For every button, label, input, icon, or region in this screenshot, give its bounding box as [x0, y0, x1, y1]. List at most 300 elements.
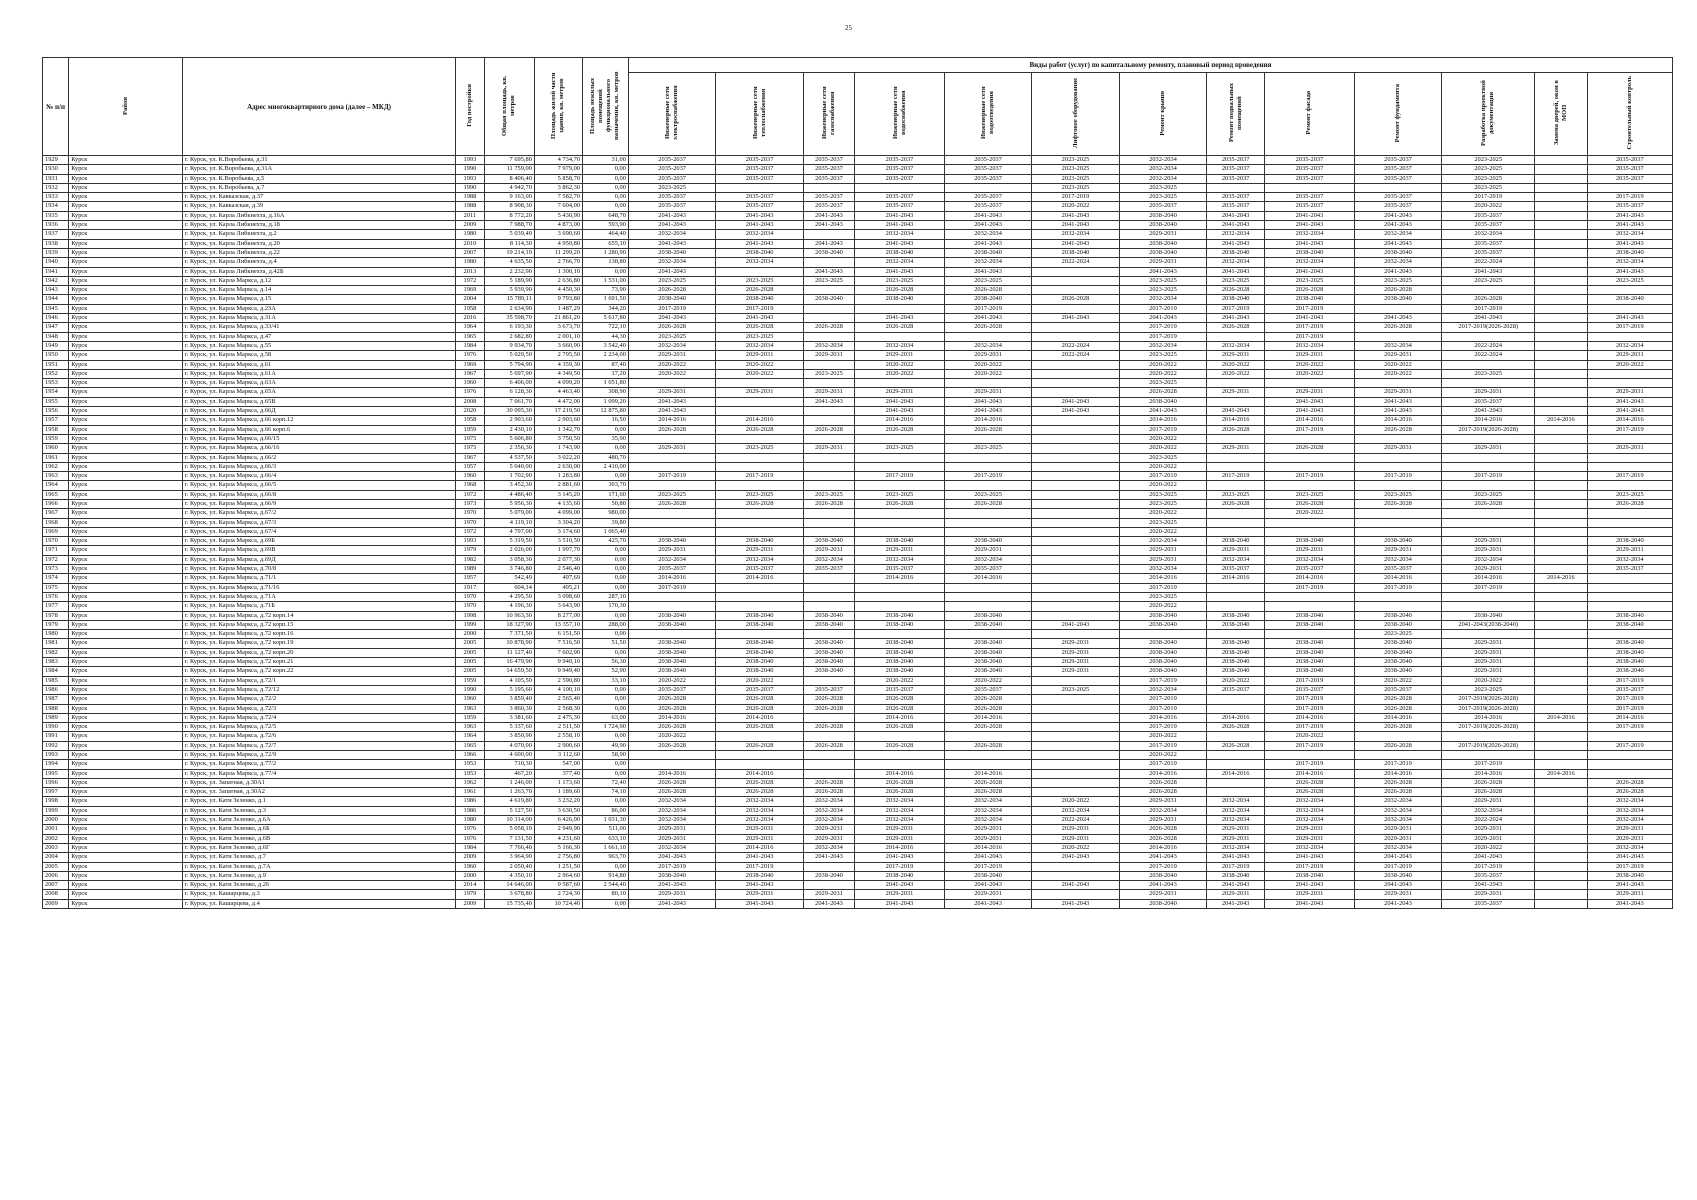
cell-address: г. Курск, ул. Карла Маркса, д.66 корп.12 [182, 416, 455, 425]
cell-facade: 2035-2037 [1265, 165, 1355, 174]
cell-roof: 2020-2022 [1119, 509, 1206, 518]
cell-gas: 2032-2034 [803, 843, 854, 852]
cell-design-docs [1442, 332, 1535, 341]
cell-construction-control: 2038-2040 [1587, 620, 1672, 629]
table-row [43, 314, 1673, 323]
cell-year: 1959 [456, 676, 484, 685]
cell-address: г. Курск, ул. Карла Маркса, д.71/16 [182, 583, 455, 592]
cell-total-area: 7 988,70 [484, 221, 534, 230]
cell-address: г. Курск, ул. Карла Маркса, д.69В [182, 546, 455, 555]
cell-gas [803, 286, 854, 295]
cell-living-area: 4 734,70 [534, 156, 582, 165]
cell-elevator [1032, 890, 1119, 899]
cell-design-docs: 2014-2016 [1442, 574, 1535, 583]
cell-heating: 2020-2022 [716, 369, 803, 378]
cell-gas: 2038-2040 [803, 611, 854, 620]
cell-heating [716, 630, 803, 639]
cell-facade [1265, 751, 1355, 760]
cell-heating [716, 527, 803, 536]
table-row [43, 871, 1673, 880]
cell-gas: 2029-2031 [803, 890, 854, 899]
cell-gas: 2035-2037 [803, 174, 854, 183]
cell-nonres-area: 2 544,40 [583, 881, 629, 890]
cell-basement: 2032-2034 [1207, 230, 1265, 239]
cell-sewer: 2032-2034 [944, 341, 1031, 350]
cell-electric: 2038-2040 [628, 658, 715, 667]
cell-basement: 2014-2016 [1207, 713, 1265, 722]
cell-nonres-area: 1 724,90 [583, 723, 629, 732]
cell-facade: 2029-2031 [1265, 834, 1355, 843]
cell-gas [803, 453, 854, 462]
cell-construction-control: 2035-2037 [1587, 165, 1672, 174]
cell-doors-windows [1535, 778, 1587, 787]
cell-district: Курск [69, 574, 183, 583]
cell-roof: 2017-2019 [1119, 304, 1206, 313]
cell-facade: 2038-2040 [1265, 611, 1355, 620]
cell-address: г. Курск, ул. Запатная, д.30А2 [182, 788, 455, 797]
table-row [43, 760, 1673, 769]
cell-roof: 2026-2028 [1119, 834, 1206, 843]
cell-row-num: 1978 [43, 611, 69, 620]
cell-district: Курск [69, 658, 183, 667]
cell-electric: 2020-2022 [628, 732, 715, 741]
cell-address: г. Курск, ул. Карла Маркса, д.67/2 [182, 509, 455, 518]
cell-district: Курск [69, 248, 183, 257]
cell-gas: 2029-2031 [803, 351, 854, 360]
cell-roof: 2020-2022 [1119, 444, 1206, 453]
cell-basement: 2020-2022 [1207, 676, 1265, 685]
cell-design-docs: 2022-2024 [1442, 258, 1535, 267]
cell-roof: 2032-2034 [1119, 156, 1206, 165]
cell-foundation: 2026-2028 [1354, 499, 1441, 508]
cell-foundation: 2038-2040 [1354, 620, 1441, 629]
cell-facade [1265, 453, 1355, 462]
cell-doors-windows [1535, 453, 1587, 462]
cell-basement: 2020-2022 [1207, 360, 1265, 369]
cell-doors-windows [1535, 211, 1587, 220]
cell-nonres-area: 308,90 [583, 388, 629, 397]
cell-elevator [1032, 276, 1119, 285]
cell-electric: 2041-2043 [628, 881, 715, 890]
cell-year: 1980 [456, 816, 484, 825]
cell-total-area: 2 430,10 [484, 425, 534, 434]
cell-total-area: 6 128,30 [484, 388, 534, 397]
cell-elevator: 2032-2034 [1032, 230, 1119, 239]
cell-facade: 2035-2037 [1265, 156, 1355, 165]
cell-basement: 2038-2040 [1207, 620, 1265, 629]
cell-nonres-area: 287,10 [583, 592, 629, 601]
cell-living-area: 2 900,60 [534, 741, 582, 750]
cell-construction-control: 2032-2034 [1587, 816, 1672, 825]
cell-roof: 2041-2043 [1119, 314, 1206, 323]
cell-heating: 2032-2034 [716, 341, 803, 350]
cell-year: 1958 [456, 304, 484, 313]
table-row [43, 211, 1673, 220]
cell-elevator: 2026-2028 [1032, 295, 1119, 304]
cell-address: г. Курск, ул. Карла Маркса, д.77/2 [182, 760, 455, 769]
cell-total-area: 5 040,00 [484, 462, 534, 471]
cell-living-area: 1 342,70 [534, 425, 582, 434]
cell-basement: 2017-2019 [1207, 304, 1265, 313]
cell-construction-control: 2029-2031 [1587, 834, 1672, 843]
cell-elevator [1032, 713, 1119, 722]
cell-year: 2009 [456, 221, 484, 230]
header-work-5: Лифтовое оборудование [1032, 73, 1119, 156]
cell-roof: 2029-2031 [1119, 797, 1206, 806]
cell-address: г. Курск, ул. Карла Либкнехта, д.4 [182, 258, 455, 267]
cell-total-area: 3 850,90 [484, 732, 534, 741]
cell-heating: 2014-2016 [716, 713, 803, 722]
cell-living-area: 6 151,50 [534, 630, 582, 639]
cell-heating: 2035-2037 [716, 193, 803, 202]
cell-roof: 2029-2031 [1119, 230, 1206, 239]
cell-address: г. Курск, ул. Карла Маркса, д.72 корп.15 [182, 620, 455, 629]
cell-roof: 2038-2040 [1119, 397, 1206, 406]
cell-doors-windows [1535, 332, 1587, 341]
cell-total-area: 10 878,90 [484, 639, 534, 648]
cell-design-docs: 2029-2031 [1442, 537, 1535, 546]
cell-design-docs: 2017-2019 [1442, 193, 1535, 202]
cell-living-area: 3 862,30 [534, 183, 582, 192]
cell-construction-control: 2017-2019 [1587, 723, 1672, 732]
cell-construction-control: 2035-2037 [1587, 685, 1672, 694]
cell-foundation: 2023-2025 [1354, 276, 1441, 285]
cell-construction-control: 2041-2043 [1587, 211, 1672, 220]
table-row [43, 695, 1673, 704]
cell-doors-windows [1535, 676, 1587, 685]
cell-nonres-area: 49,90 [583, 741, 629, 750]
table-row [43, 286, 1673, 295]
cell-foundation: 2026-2028 [1354, 723, 1441, 732]
cell-facade: 2017-2019 [1265, 425, 1355, 434]
cell-basement: 2038-2040 [1207, 639, 1265, 648]
table-row [43, 165, 1673, 174]
cell-year: 1972 [456, 490, 484, 499]
cell-sewer: 2026-2028 [944, 286, 1031, 295]
cell-year: 1970 [456, 592, 484, 601]
cell-water: 2035-2037 [855, 156, 945, 165]
cell-heating: 2023-2025 [716, 490, 803, 499]
cell-sewer: 2035-2037 [944, 565, 1031, 574]
cell-nonres-area: 0,00 [583, 193, 629, 202]
cell-district: Курск [69, 397, 183, 406]
cell-roof: 2026-2028 [1119, 825, 1206, 834]
cell-basement: 2038-2040 [1207, 611, 1265, 620]
cell-address: г. Курск, ул. Кавказская, д.37 [182, 193, 455, 202]
cell-gas [803, 732, 854, 741]
cell-electric: 2038-2040 [628, 611, 715, 620]
cell-basement: 2038-2040 [1207, 667, 1265, 676]
cell-living-area: 6 426,00 [534, 816, 582, 825]
cell-year: 1972 [456, 527, 484, 536]
cell-basement: 2029-2031 [1207, 546, 1265, 555]
cell-year: 1967 [456, 453, 484, 462]
cell-design-docs: 2017-2019(2026-2028) [1442, 723, 1535, 732]
cell-nonres-area: 0,00 [583, 202, 629, 211]
cell-design-docs [1442, 751, 1535, 760]
cell-basement: 2014-2016 [1207, 416, 1265, 425]
cell-heating: 2020-2022 [716, 676, 803, 685]
cell-construction-control: 2035-2037 [1587, 202, 1672, 211]
cell-roof: 2017-2019 [1119, 332, 1206, 341]
cell-doors-windows [1535, 425, 1587, 434]
cell-year: 1993 [456, 537, 484, 546]
cell-district: Курск [69, 444, 183, 453]
cell-address: г. Курск, ул. Карла Маркса, д.66/16 [182, 444, 455, 453]
cell-foundation: 2038-2040 [1354, 248, 1441, 257]
capital-repair-table [42, 57, 1673, 909]
cell-construction-control [1587, 769, 1672, 778]
cell-living-area: 3 510,50 [534, 537, 582, 546]
cell-design-docs [1442, 379, 1535, 388]
cell-total-area: 710,30 [484, 760, 534, 769]
cell-sewer: 2017-2019 [944, 472, 1031, 481]
cell-heating: 2026-2028 [716, 704, 803, 713]
cell-electric: 2032-2034 [628, 806, 715, 815]
cell-heating [716, 183, 803, 192]
cell-design-docs: 2023-2025 [1442, 156, 1535, 165]
cell-nonres-area: 980,00 [583, 509, 629, 518]
cell-facade: 2032-2034 [1265, 816, 1355, 825]
cell-electric: 2026-2028 [628, 778, 715, 787]
cell-total-area: 2 026,00 [484, 546, 534, 555]
cell-basement: 2029-2031 [1207, 388, 1265, 397]
table-row [43, 221, 1673, 230]
cell-living-area: 3 643,90 [534, 602, 582, 611]
cell-electric: 2017-2019 [628, 583, 715, 592]
cell-construction-control: 2038-2040 [1587, 648, 1672, 657]
cell-doors-windows [1535, 239, 1587, 248]
cell-district: Курск [69, 453, 183, 462]
cell-doors-windows [1535, 881, 1587, 890]
cell-nonres-area: 0,00 [583, 472, 629, 481]
cell-roof: 2029-2031 [1119, 555, 1206, 564]
cell-address: г. Курск, ул. К.Воробьева, д.5 [182, 174, 455, 183]
cell-row-num: 1953 [43, 379, 69, 388]
table-row [43, 881, 1673, 890]
table-row [43, 434, 1673, 443]
cell-foundation: 2038-2040 [1354, 611, 1441, 620]
cell-foundation: 2035-2037 [1354, 565, 1441, 574]
cell-construction-control [1587, 332, 1672, 341]
cell-heating: 2035-2037 [716, 565, 803, 574]
cell-roof: 2032-2034 [1119, 537, 1206, 546]
cell-year: 1953 [456, 760, 484, 769]
cell-heating: 2041-2043 [716, 221, 803, 230]
cell-design-docs: 2026-2028 [1442, 778, 1535, 787]
cell-roof: 2023-2025 [1119, 518, 1206, 527]
cell-electric: 2032-2034 [628, 258, 715, 267]
cell-year: 1969 [456, 286, 484, 295]
cell-total-area: 9 934,70 [484, 341, 534, 350]
cell-total-area: 3 452,30 [484, 481, 534, 490]
cell-living-area: 2 795,50 [534, 351, 582, 360]
cell-design-docs: 2023-2025 [1442, 685, 1535, 694]
cell-address: г. Курск, ул. Кати Зеленко, д.6В [182, 834, 455, 843]
cell-year: 2000 [456, 871, 484, 880]
cell-year: 2011 [456, 211, 484, 220]
table-row [43, 704, 1673, 713]
cell-foundation: 2023-2025 [1354, 490, 1441, 499]
cell-year: 1998 [456, 611, 484, 620]
cell-living-area: 1 487,29 [534, 304, 582, 313]
cell-construction-control: 2029-2031 [1587, 388, 1672, 397]
cell-water: 2023-2025 [855, 444, 945, 453]
cell-address: г. Курск, ул. Карла Маркса, д.12 [182, 276, 455, 285]
cell-address: г. Курск, ул. Карла Либкнехта, д.42Б [182, 267, 455, 276]
cell-sewer [944, 732, 1031, 741]
cell-basement [1207, 518, 1265, 527]
cell-gas: 2032-2034 [803, 341, 854, 350]
cell-living-area: 3 690,60 [534, 230, 582, 239]
cell-address: г. Курск, ул. Карла Маркса, д.65В [182, 397, 455, 406]
cell-living-area: 497,69 [534, 574, 582, 583]
cell-address: г. Курск, ул. Карла Маркса, д.66/15 [182, 434, 455, 443]
cell-water: 2038-2040 [855, 871, 945, 880]
cell-roof: 2038-2040 [1119, 658, 1206, 667]
cell-doors-windows [1535, 751, 1587, 760]
cell-sewer: 2041-2043 [944, 853, 1031, 862]
cell-construction-control: 2017-2019 [1587, 741, 1672, 750]
cell-row-num: 2008 [43, 890, 69, 899]
cell-row-num: 1932 [43, 183, 69, 192]
cell-basement: 2035-2037 [1207, 174, 1265, 183]
cell-roof: 2014-2016 [1119, 574, 1206, 583]
cell-electric: 2038-2040 [628, 248, 715, 257]
cell-foundation: 2032-2034 [1354, 341, 1441, 350]
cell-doors-windows [1535, 434, 1587, 443]
cell-gas [803, 713, 854, 722]
cell-design-docs: 2032-2034 [1442, 806, 1535, 815]
table-row [43, 174, 1673, 183]
cell-design-docs: 2029-2031 [1442, 639, 1535, 648]
cell-living-area: 2 903,60 [534, 416, 582, 425]
cell-electric: 2023-2025 [628, 490, 715, 499]
cell-sewer [944, 481, 1031, 490]
cell-elevator: 2041-2043 [1032, 881, 1119, 890]
cell-heating [716, 732, 803, 741]
cell-total-area: 3 381,60 [484, 713, 534, 722]
cell-water: 2026-2028 [855, 778, 945, 787]
cell-foundation [1354, 183, 1441, 192]
cell-construction-control: 2020-2022 [1587, 360, 1672, 369]
cell-gas: 2041-2043 [803, 853, 854, 862]
cell-construction-control: 2041-2043 [1587, 899, 1672, 908]
cell-basement: 2041-2043 [1207, 881, 1265, 890]
cell-basement [1207, 481, 1265, 490]
cell-construction-control: 2029-2031 [1587, 825, 1672, 834]
cell-heating: 2035-2037 [716, 685, 803, 694]
cell-elevator [1032, 630, 1119, 639]
cell-year: 2005 [456, 639, 484, 648]
cell-nonres-area: 138,80 [583, 258, 629, 267]
cell-living-area: 9 587,60 [534, 881, 582, 890]
cell-address: г. Курск, ул. Карла Маркса, д.72/4 [182, 713, 455, 722]
cell-water: 2035-2037 [855, 202, 945, 211]
cell-roof: 2014-2016 [1119, 713, 1206, 722]
cell-doors-windows [1535, 704, 1587, 713]
cell-year: 1979 [456, 890, 484, 899]
cell-sewer: 2035-2037 [944, 165, 1031, 174]
cell-basement [1207, 695, 1265, 704]
cell-elevator [1032, 760, 1119, 769]
cell-total-area: 8 772,20 [484, 211, 534, 220]
cell-row-num: 1996 [43, 778, 69, 787]
cell-construction-control: 2017-2019 [1587, 425, 1672, 434]
cell-foundation: 2041-2043 [1354, 397, 1441, 406]
cell-design-docs: 2041-2043 [1442, 407, 1535, 416]
cell-construction-control: 2038-2040 [1587, 248, 1672, 257]
cell-gas: 2038-2040 [803, 620, 854, 629]
table-row [43, 583, 1673, 592]
cell-basement: 2038-2040 [1207, 871, 1265, 880]
cell-water [855, 602, 945, 611]
cell-year: 2009 [456, 853, 484, 862]
cell-nonres-area: 0,00 [583, 583, 629, 592]
cell-heating: 2032-2034 [716, 258, 803, 267]
cell-construction-control: 2041-2043 [1587, 239, 1672, 248]
cell-address: г. Курск, ул. Карла Маркса, д.72/5 [182, 723, 455, 732]
cell-row-num: 1962 [43, 462, 69, 471]
cell-basement [1207, 630, 1265, 639]
cell-elevator [1032, 369, 1119, 378]
cell-design-docs: 2020-2022 [1442, 202, 1535, 211]
cell-total-area: 3 964,90 [484, 853, 534, 862]
cell-sewer: 2026-2028 [944, 778, 1031, 787]
cell-gas: 2038-2040 [803, 648, 854, 657]
table-row [43, 611, 1673, 620]
cell-elevator [1032, 732, 1119, 741]
cell-living-area: 9 949,40 [534, 667, 582, 676]
cell-water: 2029-2031 [855, 890, 945, 899]
cell-electric: 2026-2028 [628, 704, 715, 713]
cell-roof: 2038-2040 [1119, 620, 1206, 629]
cell-facade [1265, 379, 1355, 388]
cell-electric: 2041-2043 [628, 267, 715, 276]
cell-water: 2038-2040 [855, 248, 945, 257]
cell-water: 2026-2028 [855, 323, 945, 332]
cell-district: Курск [69, 193, 183, 202]
cell-foundation [1354, 332, 1441, 341]
cell-roof: 2038-2040 [1119, 211, 1206, 220]
cell-nonres-area: 0,00 [583, 685, 629, 694]
cell-address: г. Курск, ул. Карла Маркса, д.72 корп.16 [182, 630, 455, 639]
cell-district: Курск [69, 816, 183, 825]
cell-basement: 2032-2034 [1207, 843, 1265, 852]
cell-design-docs: 2023-2025 [1442, 369, 1535, 378]
cell-doors-windows [1535, 481, 1587, 490]
cell-sewer: 2026-2028 [944, 788, 1031, 797]
cell-gas [803, 518, 854, 527]
cell-water: 2023-2025 [855, 276, 945, 285]
cell-year: 1975 [456, 434, 484, 443]
cell-design-docs: 2020-2022 [1442, 843, 1535, 852]
cell-address: г. Курск, ул. Карла Маркса, д.72 корп.20 [182, 648, 455, 657]
cell-elevator [1032, 379, 1119, 388]
cell-district: Курск [69, 425, 183, 434]
cell-sewer: 2038-2040 [944, 537, 1031, 546]
cell-basement: 2026-2028 [1207, 286, 1265, 295]
cell-foundation: 2035-2037 [1354, 156, 1441, 165]
cell-living-area: 3 630,50 [534, 806, 582, 815]
cell-sewer: 2038-2040 [944, 295, 1031, 304]
cell-foundation [1354, 732, 1441, 741]
cell-address: г. Курск, ул. Карла Маркса, д.72/1 [182, 676, 455, 685]
cell-year: 2000 [456, 630, 484, 639]
table-row [43, 546, 1673, 555]
cell-living-area: 1 189,60 [534, 788, 582, 797]
cell-basement [1207, 732, 1265, 741]
